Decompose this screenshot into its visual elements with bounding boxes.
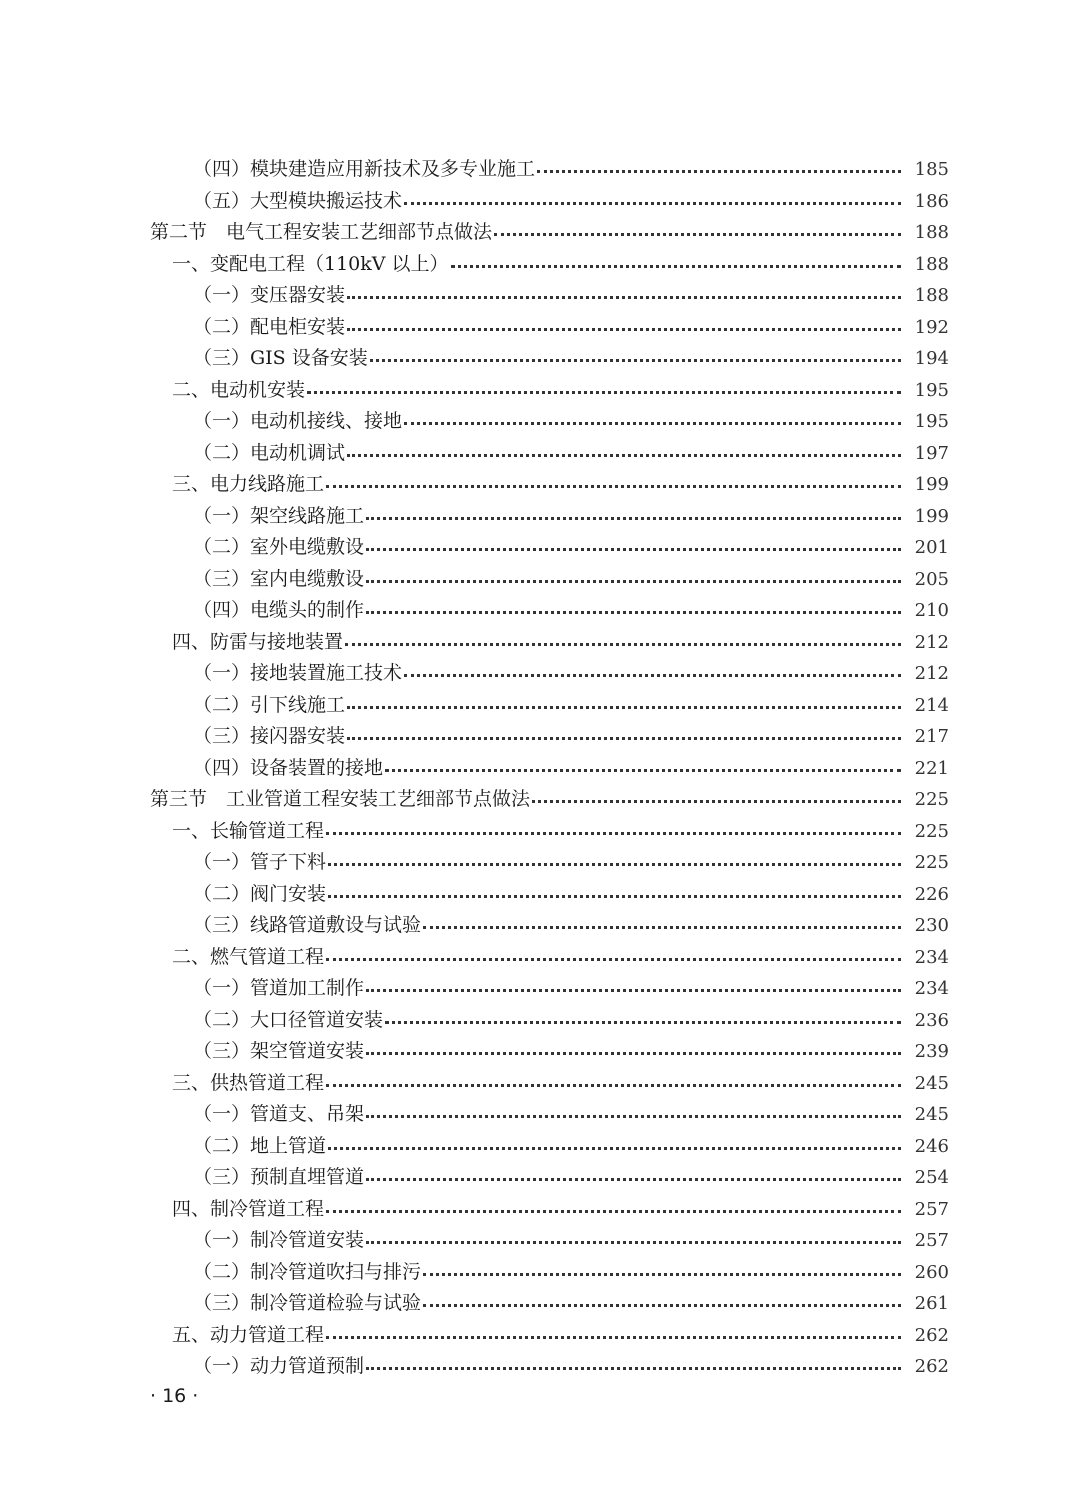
- toc-entry-title: （三）接闪器安装: [193, 725, 346, 747]
- toc-entry-title: （一）变压器安装: [193, 284, 346, 306]
- toc-entry-title: （二）制冷管道吹扫与排污: [193, 1260, 422, 1283]
- toc-entry-page: 205: [914, 568, 949, 590]
- dot-leader: [345, 643, 901, 646]
- dot-leader: [347, 706, 901, 709]
- toc-entry-title: （三）架空管道安装: [193, 1040, 365, 1062]
- toc-entry: [0, 406, 1080, 438]
- toc-entry-page: 245: [914, 1104, 949, 1125]
- toc-entry-page: 245: [914, 1072, 949, 1094]
- toc-entry: [0, 595, 1080, 627]
- toc-entry-page: 195: [914, 411, 949, 432]
- toc-entry-page: 192: [914, 316, 949, 338]
- toc-entry-page: 199: [914, 505, 949, 527]
- dot-leader: [366, 1052, 901, 1055]
- toc-entry: [0, 438, 1080, 470]
- toc-entry-title: （三）室内电缆敷设: [193, 567, 365, 590]
- toc-entry-page: 254: [914, 1167, 949, 1188]
- toc-entry-title: （二）配电柜安装: [193, 315, 346, 338]
- dot-leader: [366, 517, 901, 520]
- toc-entry-title: 三、电力线路施工: [172, 473, 325, 495]
- toc-entry: [0, 154, 1080, 186]
- toc-entry-page: 201: [914, 537, 949, 558]
- toc-entry-title: （三）制冷管道检验与试验: [193, 1292, 422, 1314]
- toc-entry-title: 三、供热管道工程: [172, 1071, 325, 1094]
- toc-entry-page: 199: [914, 474, 949, 495]
- dot-leader: [366, 1115, 901, 1118]
- toc-entry: [0, 1099, 1080, 1131]
- dot-leader: [326, 832, 901, 835]
- toc-entry-title: 五、动力管道工程: [172, 1323, 325, 1346]
- toc-entry-page: 257: [914, 1198, 949, 1220]
- dot-leader: [404, 202, 901, 205]
- toc-entry: [0, 1194, 1080, 1226]
- toc-entry: [0, 1131, 1080, 1163]
- toc-entry: [0, 186, 1080, 218]
- toc-entry: [0, 627, 1080, 659]
- toc-entry-title: 第二节 电气工程安装工艺细部节点做法: [150, 221, 493, 243]
- toc-entry-page: 261: [914, 1293, 949, 1314]
- dot-leader: [328, 1147, 901, 1150]
- dot-leader: [366, 1241, 901, 1244]
- toc-entry-title: （五）大型模块搬运技术: [193, 189, 403, 212]
- toc-entry: [0, 501, 1080, 533]
- toc-entry-title: （二）电动机调试: [193, 441, 346, 464]
- page-number: · 16 ·: [150, 1385, 199, 1407]
- toc-entry: [0, 1068, 1080, 1100]
- toc-entry: [0, 690, 1080, 722]
- toc-entry-page: 234: [914, 978, 949, 999]
- dot-leader: [370, 359, 901, 362]
- dot-leader: [385, 1021, 901, 1024]
- dot-leader: [423, 1273, 901, 1276]
- toc-entry-page: 225: [914, 820, 949, 842]
- toc-entry-title: （三）线路管道敷设与试验: [193, 914, 422, 936]
- toc-entry-page: 212: [914, 631, 949, 653]
- toc-entry: [0, 910, 1080, 942]
- toc-entry-page: 194: [914, 348, 949, 369]
- dot-leader: [404, 422, 901, 425]
- toc-entry: [0, 1162, 1080, 1194]
- toc-entry-page: 262: [914, 1324, 949, 1346]
- toc-entry-title: （二）阀门安装: [193, 882, 327, 905]
- toc-entry-page: 188: [914, 285, 949, 306]
- toc-entry-page: 262: [914, 1356, 949, 1377]
- toc-entry-page: 188: [914, 253, 949, 275]
- toc-entry: [0, 375, 1080, 407]
- toc-entry: [0, 1320, 1080, 1352]
- toc-entry-title: 一、变配电工程（110kV 以上）: [172, 252, 449, 275]
- toc-entry: [0, 658, 1080, 690]
- dot-leader: [326, 1210, 901, 1213]
- toc-entry-page: 197: [914, 442, 949, 464]
- dot-leader: [537, 170, 901, 173]
- toc-entry-page: 185: [914, 159, 949, 180]
- toc-entry-page: 217: [914, 726, 949, 747]
- toc-entry: [0, 1257, 1080, 1289]
- toc-entry-title: （二）大口径管道安装: [193, 1008, 384, 1031]
- toc-entry-page: 188: [914, 222, 949, 243]
- dot-leader: [307, 391, 901, 394]
- toc-entry-title: （一）电动机接线、接地: [193, 410, 403, 432]
- dot-leader: [326, 1336, 901, 1339]
- toc-entry-title: （一）动力管道预制: [193, 1355, 365, 1377]
- toc-entry: [0, 312, 1080, 344]
- dot-leader: [494, 233, 901, 236]
- toc-entry-title: 二、电动机安装: [172, 378, 306, 401]
- toc-entry-title: （四）模块建造应用新技术及多专业施工: [193, 158, 536, 180]
- toc-entry: [0, 1036, 1080, 1068]
- toc-entry-title: 二、燃气管道工程: [172, 945, 325, 968]
- dot-leader: [366, 1367, 901, 1370]
- toc-entry-page: 186: [914, 190, 949, 212]
- toc-entry: [0, 564, 1080, 596]
- dot-leader: [366, 989, 901, 992]
- toc-entry-page: 246: [914, 1135, 949, 1157]
- toc-entry-title: （四）设备装置的接地: [193, 756, 384, 779]
- toc-entry: [0, 280, 1080, 312]
- dot-leader: [532, 800, 901, 803]
- toc-entry-title: （一）制冷管道安装: [193, 1229, 365, 1251]
- toc-entry: [0, 1005, 1080, 1037]
- toc-entry-page: 230: [914, 915, 949, 936]
- toc-entry: [0, 879, 1080, 911]
- toc-entry-title: （二）地上管道: [193, 1134, 327, 1157]
- toc-entry-title: （三）GIS 设备安装: [193, 347, 368, 369]
- toc-entry: [0, 973, 1080, 1005]
- toc-entry-title: 第三节 工业管道工程安装工艺细部节点做法: [150, 788, 531, 810]
- toc-entry-title: （三）预制直埋管道: [193, 1166, 365, 1188]
- dot-leader: [347, 454, 901, 457]
- toc-entry: [0, 1288, 1080, 1320]
- toc-entry-title: （二）引下线施工: [193, 693, 346, 716]
- toc-entry-page: 195: [914, 379, 949, 401]
- table-of-contents: [0, 154, 1080, 1383]
- toc-entry-page: 239: [914, 1041, 949, 1062]
- toc-entry-page: 214: [914, 694, 949, 716]
- toc-entry-page: 234: [914, 946, 949, 968]
- toc-entry-page: 236: [914, 1009, 949, 1031]
- dot-leader: [347, 296, 901, 299]
- dot-leader: [328, 895, 901, 898]
- toc-entry-page: 257: [914, 1230, 949, 1251]
- toc-entry: [0, 1225, 1080, 1257]
- dot-leader: [366, 580, 901, 583]
- toc-entry: [0, 469, 1080, 501]
- dot-leader: [326, 958, 901, 961]
- toc-entry-page: 210: [914, 600, 949, 621]
- toc-entry-page: 225: [914, 852, 949, 873]
- toc-entry-title: （一）管道支、吊架: [193, 1103, 365, 1125]
- dot-leader: [451, 265, 901, 268]
- toc-entry: [0, 816, 1080, 848]
- toc-entry: [0, 753, 1080, 785]
- dot-leader: [326, 1084, 901, 1087]
- toc-entry: [0, 343, 1080, 375]
- dot-leader: [366, 548, 901, 551]
- toc-entry-title: （一）管道加工制作: [193, 977, 365, 999]
- toc-entry-page: 221: [914, 757, 949, 779]
- dot-leader: [347, 737, 901, 740]
- dot-leader: [326, 485, 901, 488]
- toc-entry-title: （四）电缆头的制作: [193, 599, 365, 621]
- dot-leader: [366, 1178, 901, 1181]
- toc-entry-title: 一、长输管道工程: [172, 819, 325, 842]
- toc-entry: [0, 847, 1080, 879]
- dot-leader: [328, 863, 901, 866]
- dot-leader: [385, 769, 901, 772]
- toc-entry: [0, 1351, 1080, 1383]
- toc-entry: [0, 249, 1080, 281]
- toc-entry-title: 四、防雷与接地装置: [172, 630, 344, 653]
- toc-entry-title: 四、制冷管道工程: [172, 1197, 325, 1220]
- toc-entry-title: （一）架空线路施工: [193, 504, 365, 527]
- toc-entry-page: 212: [914, 663, 949, 684]
- dot-leader: [366, 611, 901, 614]
- toc-entry-page: 260: [914, 1261, 949, 1283]
- toc-entry: [0, 217, 1080, 249]
- dot-leader: [423, 1304, 901, 1307]
- dot-leader: [423, 926, 901, 929]
- toc-entry-title: （一）接地装置施工技术: [193, 662, 403, 684]
- toc-entry: [0, 721, 1080, 753]
- toc-entry-page: 225: [914, 789, 949, 810]
- toc-entry-title: （二）室外电缆敷设: [193, 536, 365, 558]
- toc-entry-page: 226: [914, 883, 949, 905]
- toc-entry: [0, 784, 1080, 816]
- toc-entry: [0, 942, 1080, 974]
- toc-entry-title: （一）管子下料: [193, 851, 327, 873]
- dot-leader: [404, 674, 901, 677]
- dot-leader: [347, 328, 901, 331]
- toc-entry: [0, 532, 1080, 564]
